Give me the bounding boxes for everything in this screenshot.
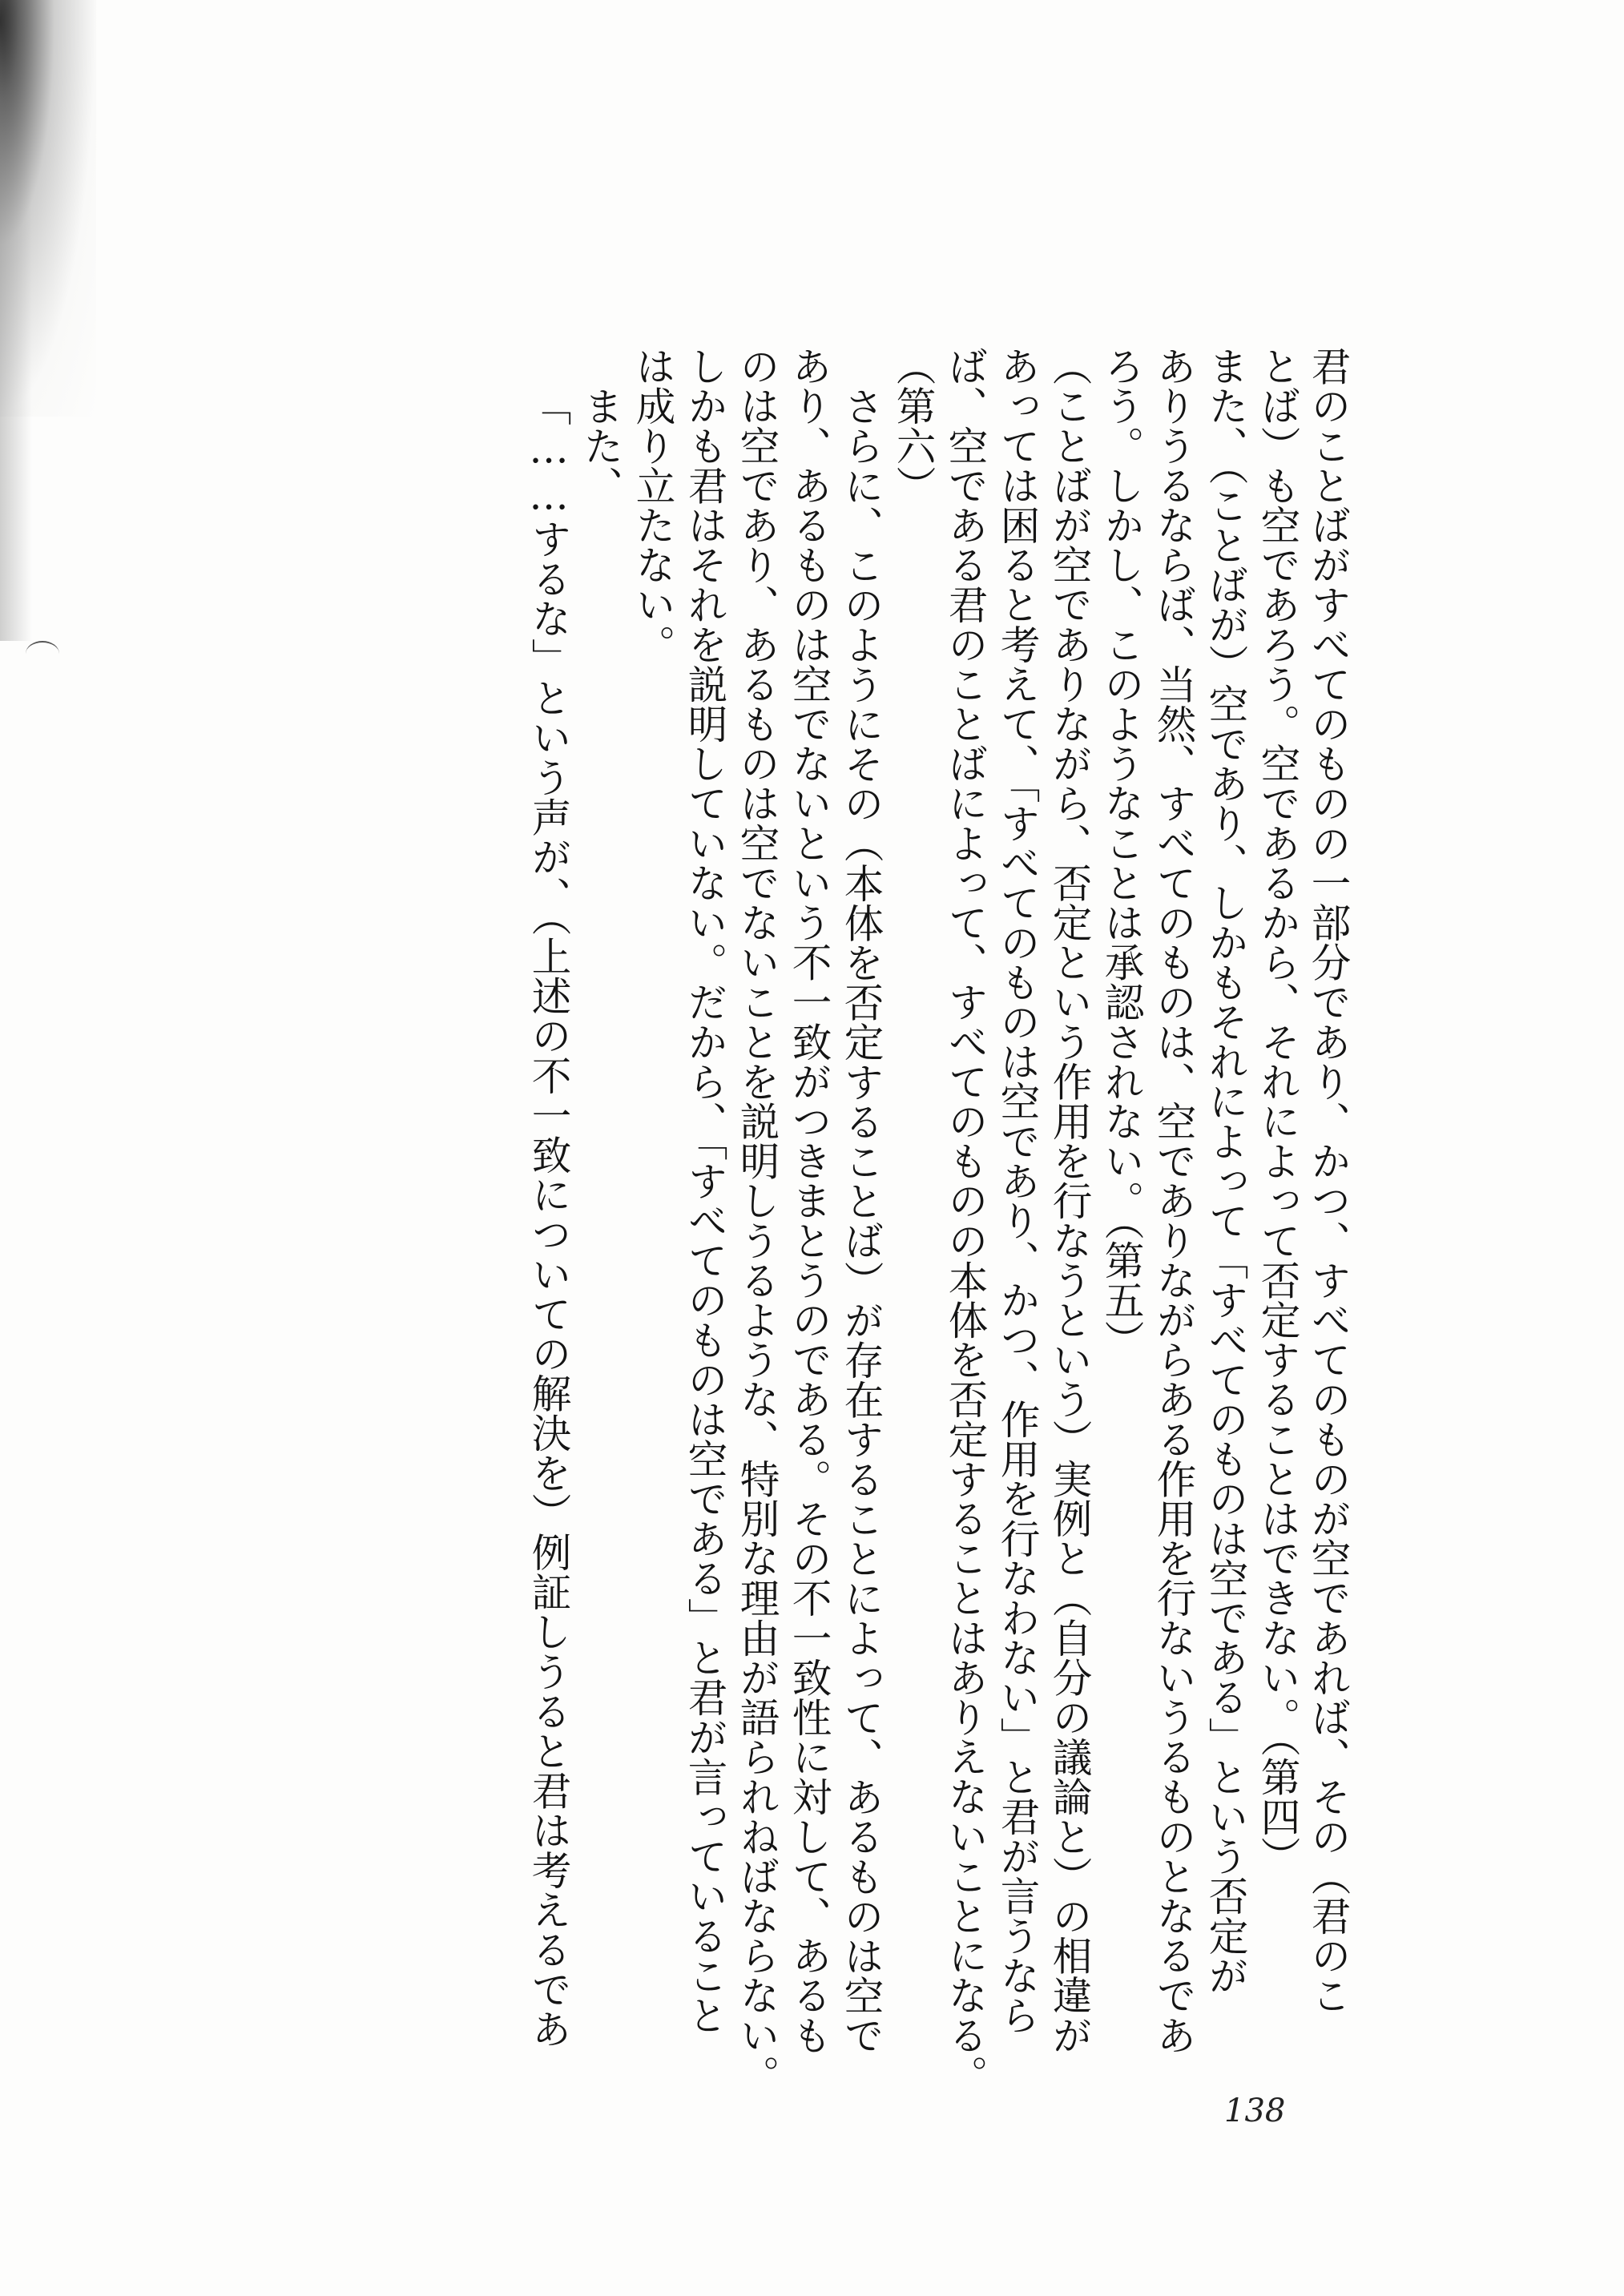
text-column-14: は成り立たない。 bbox=[630, 346, 676, 664]
page-number: 138 bbox=[1224, 2093, 1286, 2129]
text-column-9: （第六） bbox=[890, 346, 937, 506]
text-column-6: （ことばが空でありながら、否定という作用を行なうという）実例と（自分の議論と）の相違が bbox=[1046, 346, 1093, 2055]
text-column-11: あり、あるものは空でないという不一致がつきまとうのである。その不一致性に対して、あるも bbox=[786, 346, 832, 2055]
text-column-2: とば）も空であろう。空であるから、それによって否定することはできない。（第四） bbox=[1255, 346, 1301, 1876]
text-column-13: しかも君はそれを説明していない。だから、「すべてのものは空である」と君が言っていること bbox=[682, 346, 728, 2035]
text-column-5: ろう。しかし、このようなことは承認されない。（第五） bbox=[1098, 346, 1145, 1359]
text-column-12: のは空であり、あるものは空でないことを説明しうるような、特別な理由が語られねばならない。 bbox=[734, 346, 780, 2095]
text-column-16: 「……するな」という声が、（上述の不一致についての解決を）例証しうると君は考えるであ bbox=[526, 386, 572, 2049]
text-column-10: さらに、このようにその（本体を否定することば）が存在することによって、あるものは空で bbox=[838, 386, 885, 2056]
text-column-1: 君のことばがすべてのものの一部分であり、かつ、すべてのものが空であれば、その（君のこ bbox=[1305, 346, 1352, 2016]
text-column-3: また、（ことばが）空であり、しかもそれによって「すべてのものは空である」という否定が bbox=[1203, 346, 1249, 1996]
text-column-7: あっては困ると考えて、「すべてのものは空であり、かつ、作用を行なわない」と君が言うなら bbox=[994, 346, 1041, 2035]
text-column-8: ば、空である君のことばによって、すべてのものの本体を否定することはありえないことになる。 bbox=[942, 346, 989, 2095]
text-column-4: ありうるならば、当然、すべてのものは、空でありながらある作用を行ないうるものとなるであ bbox=[1151, 346, 1197, 2055]
text-column-15: また、 bbox=[578, 386, 624, 506]
